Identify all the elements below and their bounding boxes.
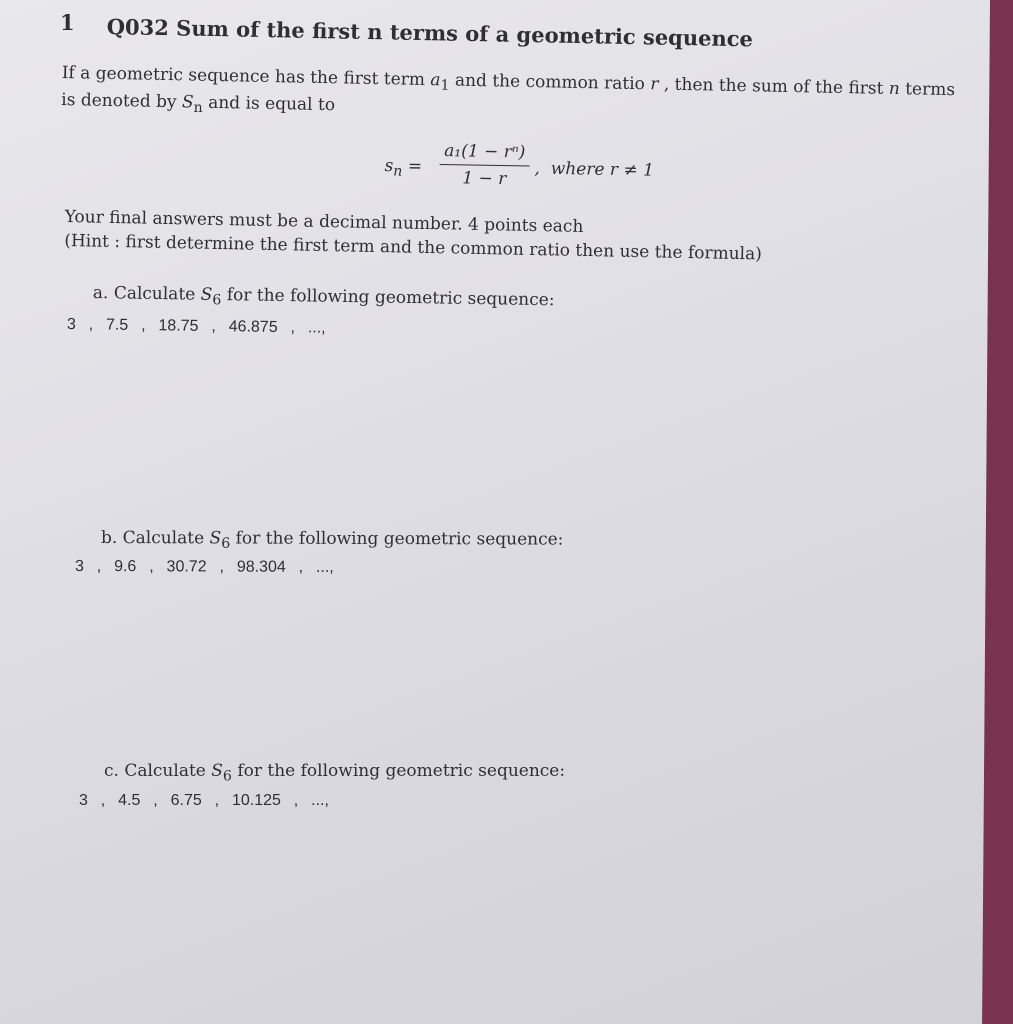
formula-lhs: $s_n$ = [384,155,423,180]
instructions-line-1: Your final answers must be a decimal number. 4 points each [64,206,584,237]
formula-numerator: a₁(1 − rⁿ) [444,141,526,163]
formula-condition: , where r ≠ 1 [534,158,655,181]
question-title: Q032 Sum of the first n terms of a geometric sequence [106,14,754,52]
intro-paragraph [61,62,955,134]
part-a-prompt: a. Calculate $S_6$ for the following geometric sequence: [92,283,555,311]
question-number: 1 [60,10,75,35]
instructions [64,205,762,266]
part-c-prompt: c. Calculate $S_6$ for the following geometric sequence: [104,761,566,785]
instructions-line-2: (Hint : first determine the first term and the common ratio then use the formula) [64,230,763,265]
intro-line-2: is denoted by $S_n$ and is equal to [61,90,336,117]
intro-line-1: If a geometric sequence has the first term $a_1$ and the common ratio r , then the sum of the first n terms [61,62,956,101]
part-b-sequence: 3 , 9.6 , 30.72 , 98.304 , ..., [74,558,334,576]
part-c-sequence: 3 , 4.5 , 6.75 , 10.125 , ..., [79,792,329,809]
part-b-prompt: b. Calculate $S_6$ for the following geometric sequence: [100,528,564,552]
fraction-bar [440,164,530,167]
formula-denominator: 1 − r [462,168,507,190]
part-a-sequence: 3 , 7.5 , 18.75 , 46.875 , ..., [66,316,326,337]
formula-fraction [439,141,530,190]
